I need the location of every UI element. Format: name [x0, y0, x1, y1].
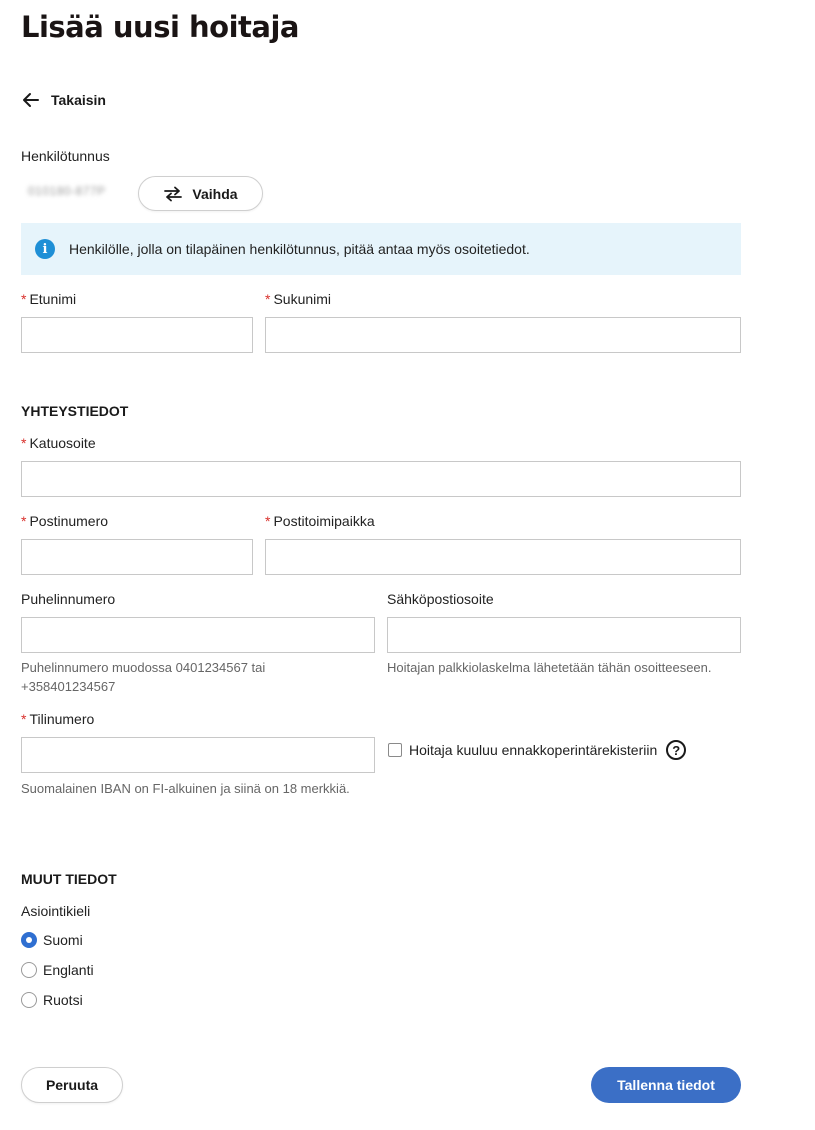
- required-mark: *: [21, 435, 27, 451]
- language-option-englanti[interactable]: [21, 962, 94, 978]
- swap-arrows-icon: [163, 186, 183, 202]
- iban-label: [21, 711, 94, 727]
- phone-label: Puhelinnumero: [21, 591, 116, 607]
- prepayment-register-option[interactable]: [388, 740, 686, 760]
- required-mark: *: [265, 513, 271, 529]
- postal-code-input[interactable]: [21, 539, 253, 575]
- required-mark: *: [21, 513, 27, 529]
- ssn-label: Henkilötunnus: [21, 148, 110, 164]
- last-name-label-text: Sukunimi: [273, 291, 332, 307]
- iban-input[interactable]: [21, 737, 375, 773]
- prepayment-register-checkbox[interactable]: [388, 743, 402, 757]
- city-label-text: Postitoimipaikka: [273, 513, 375, 529]
- required-mark: *: [21, 711, 27, 727]
- postal-code-label: [21, 513, 108, 529]
- language-option-suomi[interactable]: [21, 932, 83, 948]
- email-input[interactable]: [387, 617, 741, 653]
- back-link[interactable]: [21, 90, 106, 110]
- radio-button[interactable]: [21, 992, 37, 1008]
- info-icon: i: [35, 239, 55, 259]
- postal-code-label-text: Postinumero: [29, 513, 109, 529]
- last-name-label: [265, 291, 331, 307]
- required-mark: *: [21, 291, 27, 307]
- info-notice: [21, 223, 741, 275]
- language-option-label: Englanti: [43, 962, 94, 978]
- other-section-heading: MUUT TIEDOT: [21, 871, 117, 887]
- page-title: Lisää uusi hoitaja: [21, 10, 299, 44]
- radio-button[interactable]: [21, 932, 37, 948]
- change-ssn-label: Vaihda: [192, 185, 238, 202]
- language-label: Asiointikieli: [21, 903, 91, 919]
- street-input[interactable]: [21, 461, 741, 497]
- phone-input[interactable]: [21, 617, 375, 653]
- street-label-text: Katuosoite: [29, 435, 96, 451]
- phone-hint-line2: +358401234567: [21, 679, 116, 694]
- arrow-left-icon: [21, 90, 41, 110]
- radio-button[interactable]: [21, 962, 37, 978]
- back-link-label: Takaisin: [51, 92, 106, 108]
- phone-hint: [21, 658, 265, 696]
- street-label: [21, 435, 96, 451]
- language-option-label: Suomi: [43, 932, 83, 948]
- first-name-input[interactable]: [21, 317, 253, 353]
- required-mark: *: [265, 291, 271, 307]
- first-name-label-text: Etunimi: [29, 291, 77, 307]
- help-circle-icon[interactable]: ?: [666, 740, 686, 760]
- language-option-ruotsi[interactable]: [21, 992, 83, 1008]
- last-name-input[interactable]: [265, 317, 741, 353]
- first-name-label: [21, 291, 76, 307]
- change-ssn-button[interactable]: [138, 176, 263, 211]
- save-button-label: Tallenna tiedot: [617, 1077, 715, 1093]
- email-hint: Hoitajan palkkiolaskelma lähetetään tähän osoitteeseen.: [387, 660, 712, 675]
- contact-section-heading: YHTEYSTIEDOT: [21, 403, 129, 419]
- iban-hint: Suomalainen IBAN on FI-alkuinen ja siinä on 18 merkkiä.: [21, 781, 350, 796]
- save-button[interactable]: [591, 1067, 741, 1103]
- cancel-button[interactable]: [21, 1067, 123, 1103]
- ssn-value: 010180-877P: [28, 184, 106, 198]
- iban-label-text: Tilinumero: [29, 711, 95, 727]
- prepayment-register-label: Hoitaja kuuluu ennakkoperintärekisteriin: [409, 742, 658, 758]
- city-input[interactable]: [265, 539, 741, 575]
- info-notice-text: Henkilölle, jolla on tilapäinen henkilötunnus, pitää antaa myös osoitetiedot.: [69, 241, 530, 257]
- email-label: Sähköpostiosoite: [387, 591, 494, 607]
- city-label: [265, 513, 375, 529]
- cancel-button-label: Peruuta: [45, 1077, 99, 1093]
- language-option-label: Ruotsi: [43, 992, 83, 1008]
- phone-hint-line1: Puhelinnumero muodossa 0401234567 tai: [21, 660, 266, 675]
